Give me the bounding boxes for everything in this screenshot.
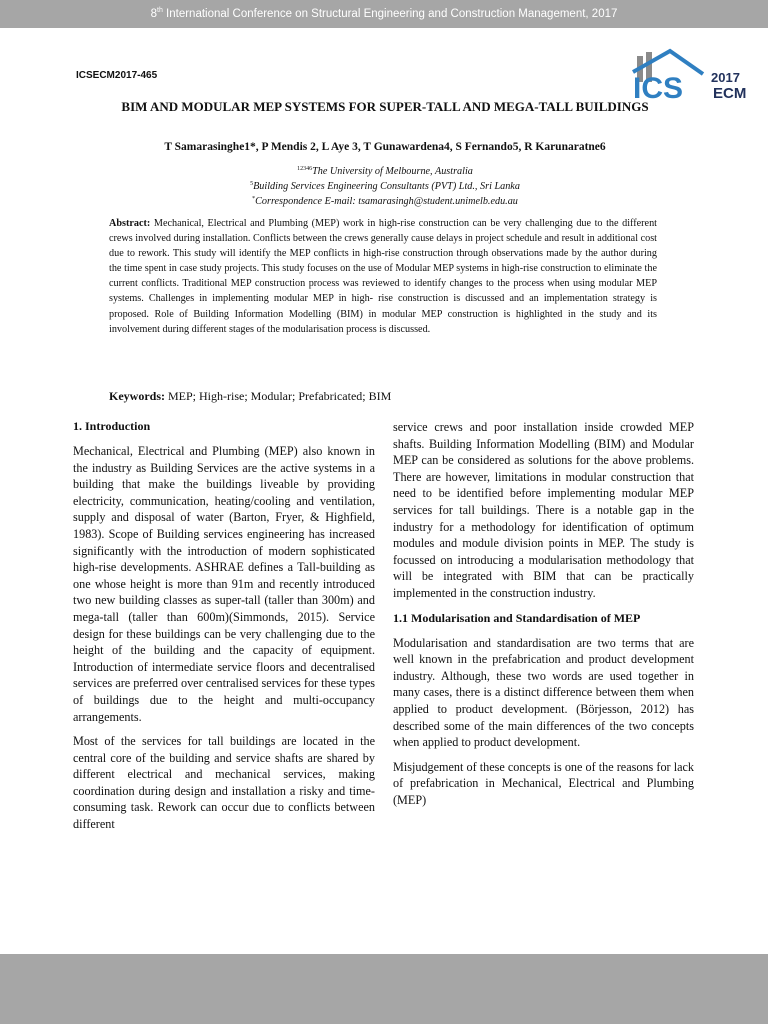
conference-ordinal-suffix: th [157, 7, 163, 14]
right-column [393, 419, 694, 816]
paper-title: BIM AND MODULAR MEP SYSTEMS FOR SUPER-TALL AND MEGA-TALL BUILDINGS [121, 99, 649, 114]
footer-bar [0, 954, 768, 1024]
section-heading-introduction: 1. Introduction [73, 419, 151, 433]
paragraph: Most of the services for tall buildings are located in the central core of the building and service shafts are shared by different electrical and mechanical services, making coordination during design and installation a risky and time-consuming task. Rework can occur due to conflicts between different [73, 734, 375, 832]
keywords-text: MEP; High-rise; Modular; Prefabricated; BIM [168, 389, 392, 403]
paper-id: ICSECM2017-465 [76, 70, 158, 81]
logo-year-text: 2017 [711, 70, 740, 85]
author-list: T Samarasinghe1*, P Mendis 2, L Aye 3, T Gunawardena4, S Fernando5, R Karunaratne6 [164, 141, 606, 153]
affiliation-2: $^5$Building Services Engineering Consultants (PVT) Ltd., Sri Lanka [250, 181, 520, 192]
conference-name: International Conference on Structural Engineering and Construction Management, 2017 [162, 8, 618, 20]
subsection-heading-modularisation: 1.1 Modularisation and Standardisation of MEP [393, 610, 641, 625]
abstract [109, 216, 657, 337]
paragraph: Modularisation and standardisation are two terms that are well known in the prefabrication and product development industry. Although, these two words are used together in many cases, there is a distinct difference between them when applied to product development. (Börjesson, 2012) has described some of the main differences of the two concepts when applied to product development. [393, 635, 694, 750]
logo-roof [633, 51, 703, 74]
affiliations [150, 164, 620, 209]
logo-ecm-text: ECM [713, 85, 747, 102]
conference-header-bar [0, 0, 768, 28]
paragraph: service crews and poor installation inside crowded MEP shafts. Building Information Modelling (BIM) and Modular MEP can be considered as solutions for the above problems. There are however, limitations in modular construction that need to be identified before implementing modular MEP services for tall buildings. There is a notable gap in the industry for a methodology for identification of optimum modules and module division points in MEP. The study is focussed on introducing a modularisation methodology that will be integrated with BIM that can be practically implemented in the construction industry. [393, 420, 694, 600]
affiliation-1: $^{12346}$The University of Melbourne, Australia [297, 166, 473, 177]
abstract-label: Abstract: [109, 218, 151, 229]
left-column [73, 418, 375, 841]
abstract-text: Mechanical, Electrical and Plumbing (MEP) work in high-rise construction can be very challenging due to the different crews involved during installation. Conflicts between the crews generally cause delays in project schedule and result in additional cost due to rework. This study will identify the MEP conflicts in high-rise construction through observations made by the author during the time spent in case study projects. This study focuses on the use of Modular MEP systems in high-rise construction to eliminate the current conflicts. Traditional MEP construction process was reviewed to identify changes to the process when using modular MEP systems. Challenges in implementing modular MEP in high- rise construction is discussed and an implementation strategy is proposed. Role of Building Information Modelling (BIM) in modular MEP construction is highlighted in the study and its involvement during different stages of the modularisation process is discussed. [109, 218, 657, 335]
keywords-label: Keywords: [109, 389, 165, 403]
keywords [109, 389, 657, 404]
logo-ics-text: ICS [633, 72, 684, 104]
correspondence-email: *Correspondence E-mail: tsamarasingh@student.unimelb.edu.au [252, 196, 518, 207]
conference-ordinal: 8 [150, 8, 157, 20]
paragraph: Misjudgement of these concepts is one of the reasons for lack of prefabrication in Mechanical, Electrical and Plumbing (MEP) [393, 759, 694, 807]
conference-logo [625, 46, 768, 104]
paragraph: Mechanical, Electrical and Plumbing (MEP) also known in the industry as Building Services are the active systems in a building that make the buildings liveable by providing electricity, communication, heating/cooling and ventilation, supply and disposal of water (Barton, Fryer, & Highfield, 1983). Scope of Building services engineering has increased significantly with the introduction of modern sophisticated high-rise developments. ASHRAE defines a Tall-building as one whose height is more than 91m and recently introduced two new building classes as super-tall (taller than 300m) and mega-tall (taller than 600m)(Simmonds, 2015). Service design for these buildings can be very challenging due to the height of the building and the capacity of equipment. Introduction of intermediate service floors and decentralised services are preferred over centralised services for these types of buildings due to the height and multi-occupancy arrangements. [73, 444, 375, 724]
